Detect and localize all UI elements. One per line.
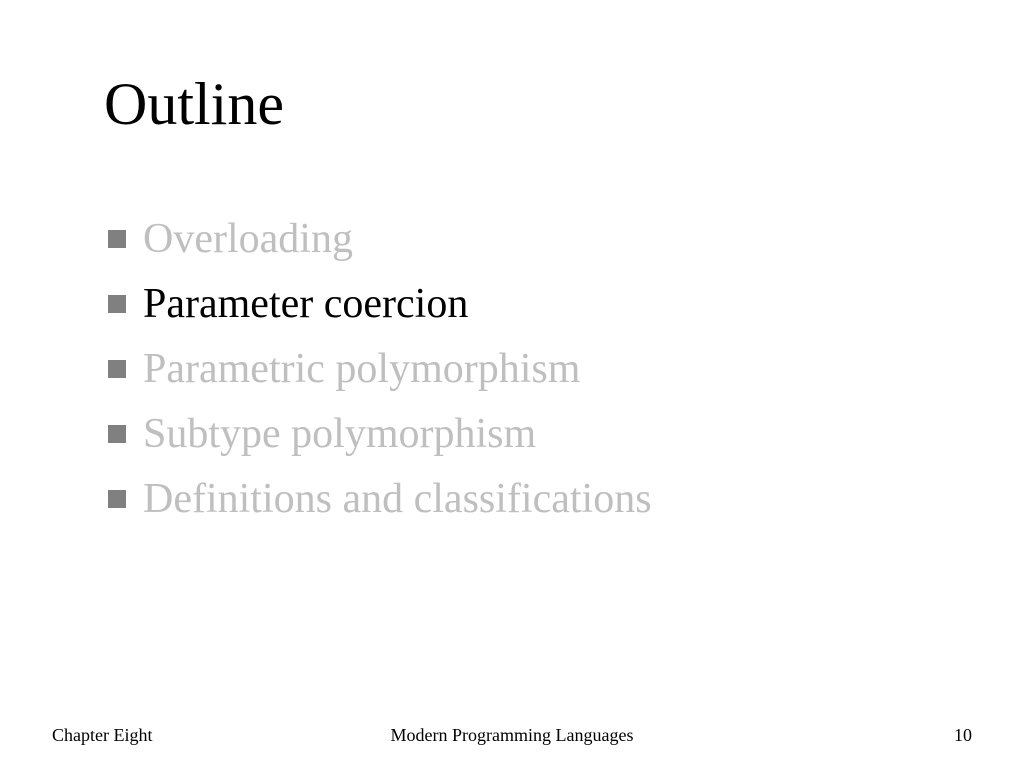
square-bullet-icon xyxy=(108,230,126,248)
outline-item-definitions-and-classifications xyxy=(108,466,652,531)
square-bullet-icon xyxy=(108,295,126,313)
slide-title: Outline xyxy=(104,71,284,137)
outline-list xyxy=(108,206,652,531)
square-bullet-icon xyxy=(108,425,126,443)
outline-item-subtype-polymorphism xyxy=(108,401,652,466)
footer-chapter: Chapter Eight xyxy=(52,725,153,745)
outline-item-parametric-polymorphism xyxy=(108,336,652,401)
square-bullet-icon xyxy=(108,490,126,508)
outline-item-parameter-coercion xyxy=(108,271,652,336)
outline-item-label: Parameter coercion xyxy=(143,280,469,327)
footer-page-number: 10 xyxy=(954,725,972,745)
outline-item-label: Overloading xyxy=(143,215,353,262)
outline-item-overloading xyxy=(108,206,652,271)
outline-item-label: Parametric polymorphism xyxy=(143,345,581,392)
square-bullet-icon xyxy=(108,360,126,378)
outline-item-label: Subtype polymorphism xyxy=(143,410,537,457)
footer-course-title: Modern Programming Languages xyxy=(390,725,634,745)
outline-item-label: Definitions and classifications xyxy=(143,475,652,522)
